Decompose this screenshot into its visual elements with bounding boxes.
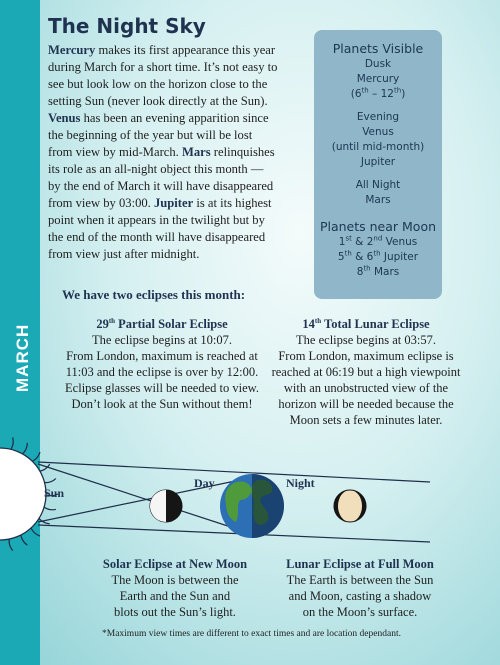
- solar-line: 11:03 and the eclipse is over by 12:00.: [65, 365, 259, 379]
- lunar-caption-title: Lunar Eclipse at Full Moon: [286, 557, 434, 571]
- lunar-eclipse-block: [252, 316, 480, 428]
- mercury-text: makes its first appearance this year during March for a short time. It’s not easy to see but look low on the horizon close to the setting Sun (never look directly at the Sun).: [48, 43, 278, 108]
- solar-caption-line: blots out the Sun’s light.: [114, 605, 236, 619]
- ray-line: [38, 464, 240, 530]
- solar-eclipse-title: 29th Partial Solar Eclipse: [96, 316, 228, 331]
- evening-label: Evening: [356, 111, 400, 123]
- jupiter-name: Jupiter: [153, 196, 194, 210]
- solar-caption-line: Earth and the Sun and: [119, 589, 231, 603]
- lunar-line: Moon sets a few minutes later.: [289, 413, 443, 427]
- footnote: *Maximum view times are different to exact times and are location dependant.: [102, 629, 401, 639]
- allnight-planet: Mars: [365, 194, 391, 206]
- venus-text: has been an evening apparition since the beginning of the year but will be lost from view by mid-March.: [48, 111, 269, 159]
- dusk-planet: Mercury: [356, 73, 400, 85]
- eclipse-heading: We have two eclipses this month:: [62, 287, 246, 302]
- mars-name: Mars: [181, 145, 211, 159]
- lunar-caption-line: The Earth is between the Sun: [286, 573, 434, 587]
- lunar-caption-line: on the Moon’s surface.: [302, 605, 418, 619]
- dusk-range: (6th – 12th): [350, 86, 406, 100]
- solar-line: From London, maximum is reached at: [66, 349, 258, 363]
- night-label: Night: [286, 476, 315, 490]
- page-title: The Night Sky: [48, 14, 206, 38]
- lunar-line: reached at 06:19 but a high viewpoint: [271, 365, 461, 379]
- lunar-line: The eclipse begins at 03:57.: [296, 333, 436, 347]
- earth-icon: [220, 474, 284, 538]
- planets-near-moon-heading: Planets near Moon: [319, 219, 437, 234]
- allnight-label: All Night: [355, 179, 401, 191]
- evening-planet-2: Jupiter: [360, 156, 396, 168]
- lunar-line: with an unobstructed view of the: [283, 381, 449, 395]
- moon-row: 8th Mars: [356, 264, 400, 278]
- planets-visible-heading: Planets Visible: [332, 41, 424, 56]
- intro-paragraph: [48, 42, 278, 263]
- mars-text: relinquishes its role as an all-night object this month — by the end of March it will have disappeared from view by 03:00.: [48, 145, 275, 210]
- moon-row: 1st & 2nd Venus: [338, 234, 418, 248]
- lunar-caption: [262, 556, 458, 620]
- eclipse-diagram: [0, 430, 500, 570]
- venus-name: Venus: [48, 111, 81, 125]
- solar-line: The eclipse begins at 10:07.: [92, 333, 232, 347]
- planets-panel: [314, 30, 442, 299]
- lunar-line: horizon will be needed because the: [278, 397, 454, 411]
- jupiter-text: is at its highest point when it appears in the twilight but by the end of the month will have disappeared from view just after midnight.: [48, 196, 272, 261]
- dusk-label: Dusk: [364, 58, 392, 70]
- solar-caption-title: Solar Eclipse at New Moon: [102, 557, 248, 571]
- moon-row: 5th & 6th Jupiter: [337, 249, 419, 263]
- solar-line: Eclipse glasses will be needed to view.: [65, 381, 259, 395]
- solar-caption: [80, 556, 270, 620]
- ray-line: [38, 462, 430, 482]
- new-moon-icon: [150, 490, 182, 522]
- lunar-line: From London, maximum eclipse is: [278, 349, 454, 363]
- evening-note: (until mid-month): [331, 141, 425, 153]
- solar-line: Don’t look at the Sun without them!: [71, 397, 253, 411]
- lunar-eclipse-title: 14th Total Lunar Eclipse: [302, 316, 430, 331]
- sun-label: Sun: [44, 486, 65, 500]
- solar-eclipse-block: [48, 316, 276, 412]
- day-label: Day: [194, 476, 215, 490]
- solar-caption-line: The Moon is between the: [111, 573, 239, 587]
- evening-planet: Venus: [362, 126, 394, 138]
- month-label: MARCH: [13, 323, 32, 392]
- mercury-name: Mercury: [48, 43, 96, 57]
- full-moon-icon: [334, 490, 366, 522]
- lunar-caption-line: and Moon, casting a shadow: [288, 589, 432, 603]
